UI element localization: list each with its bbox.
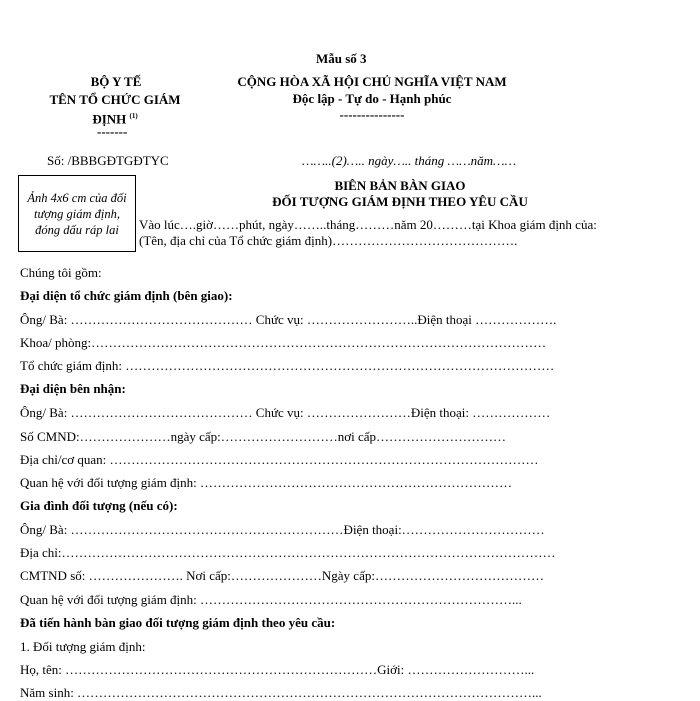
motto-underline: --------------- bbox=[339, 107, 405, 122]
title-line-2: ĐỐI TƯỢNG GIÁM ĐỊNH THEO YÊU CẦU bbox=[272, 194, 528, 209]
body-line: Số CMND:…………………ngày cấp:………………………nơi cấp………………………… bbox=[20, 429, 507, 444]
body-line: Quan hệ với đối tượng giám định: ………………………………………………………………... bbox=[20, 592, 522, 607]
org-name-note: (1) bbox=[129, 112, 138, 120]
body-line: Quan hệ với đối tượng giám định: ……………………………………………………………… bbox=[20, 475, 513, 490]
document-number: Số: /BBBGĐTGĐTYC bbox=[47, 153, 169, 168]
title-line-1: BIÊN BẢN BÀN GIAO bbox=[334, 178, 466, 193]
section-heading-family: Gia đình đối tượng (nếu có): bbox=[20, 498, 178, 513]
body-line: Địa chỉ:…………………………………………………………………………………………………… bbox=[20, 545, 556, 560]
body-line: Tổ chức giám định: ……………………………………………………………………………………… bbox=[20, 358, 555, 373]
section-heading-giver: Đại diện tổ chức giám định (bên giao): bbox=[20, 288, 233, 303]
intro-line-2: (Tên, địa chỉ của Tổ chức giám định)……………………………………. bbox=[139, 233, 518, 248]
body-line: Chúng tôi gồm: bbox=[20, 265, 102, 280]
motto: Độc lập - Tự do - Hạnh phúc bbox=[292, 91, 452, 106]
section-heading-receiver: Đại diện bên nhận: bbox=[20, 381, 126, 396]
body-line: Khoa/ phòng:…………………………………………………………………………………………… bbox=[20, 335, 547, 350]
org-name bbox=[35, 92, 195, 127]
country-name: CỘNG HÒA XÃ HỘI CHỦ NGHĨA VIỆT NAM bbox=[237, 74, 507, 89]
body-line: Năm sinh: ……………………………………………………………………………………………... bbox=[20, 685, 542, 700]
body-line: Ông/ Bà: ………………………………………………………Điện thoại:…………………………… bbox=[20, 522, 545, 537]
body-line: CMTND số: …………………. Nơi cấp:…………………Ngày cấp:………………………………… bbox=[20, 568, 544, 583]
left-header-underline: ------- bbox=[97, 124, 128, 139]
form-number: Mẫu số 3 bbox=[316, 51, 367, 66]
intro-line-1: Vào lúc….giờ……phút, ngày……..tháng………năm 20………tại Khoa giám định của: bbox=[139, 217, 597, 232]
photo-placeholder-box: Ảnh 4x6 cm của đối tượng giám định, đóng dấu ráp lai bbox=[18, 175, 136, 252]
body-line: Họ, tên: ………………………………………………………………Giới: ………………………... bbox=[20, 662, 535, 677]
place-date: ……..(2)….. ngày….. tháng ……năm…… bbox=[302, 153, 517, 168]
section-heading-handover: Đã tiến hành bàn giao đối tượng giám định theo yêu cầu: bbox=[20, 615, 336, 630]
body-line: 1. Đối tượng giám định: bbox=[20, 639, 146, 654]
body-line: Ông/ Bà: …………………………………… Chức vụ: ……………………..Điện thoại ………………. bbox=[20, 312, 557, 327]
body-line: Địa chỉ/cơ quan: ……………………………………………………………………………………… bbox=[20, 452, 539, 467]
ministry-name: BỘ Y TẾ bbox=[90, 74, 142, 89]
org-name-text: TÊN TỔ CHỨC GIÁM ĐỊNH bbox=[49, 92, 181, 127]
body-line: Ông/ Bà: …………………………………… Chức vụ: ……………………Điện thoại: ……………… bbox=[20, 405, 551, 420]
